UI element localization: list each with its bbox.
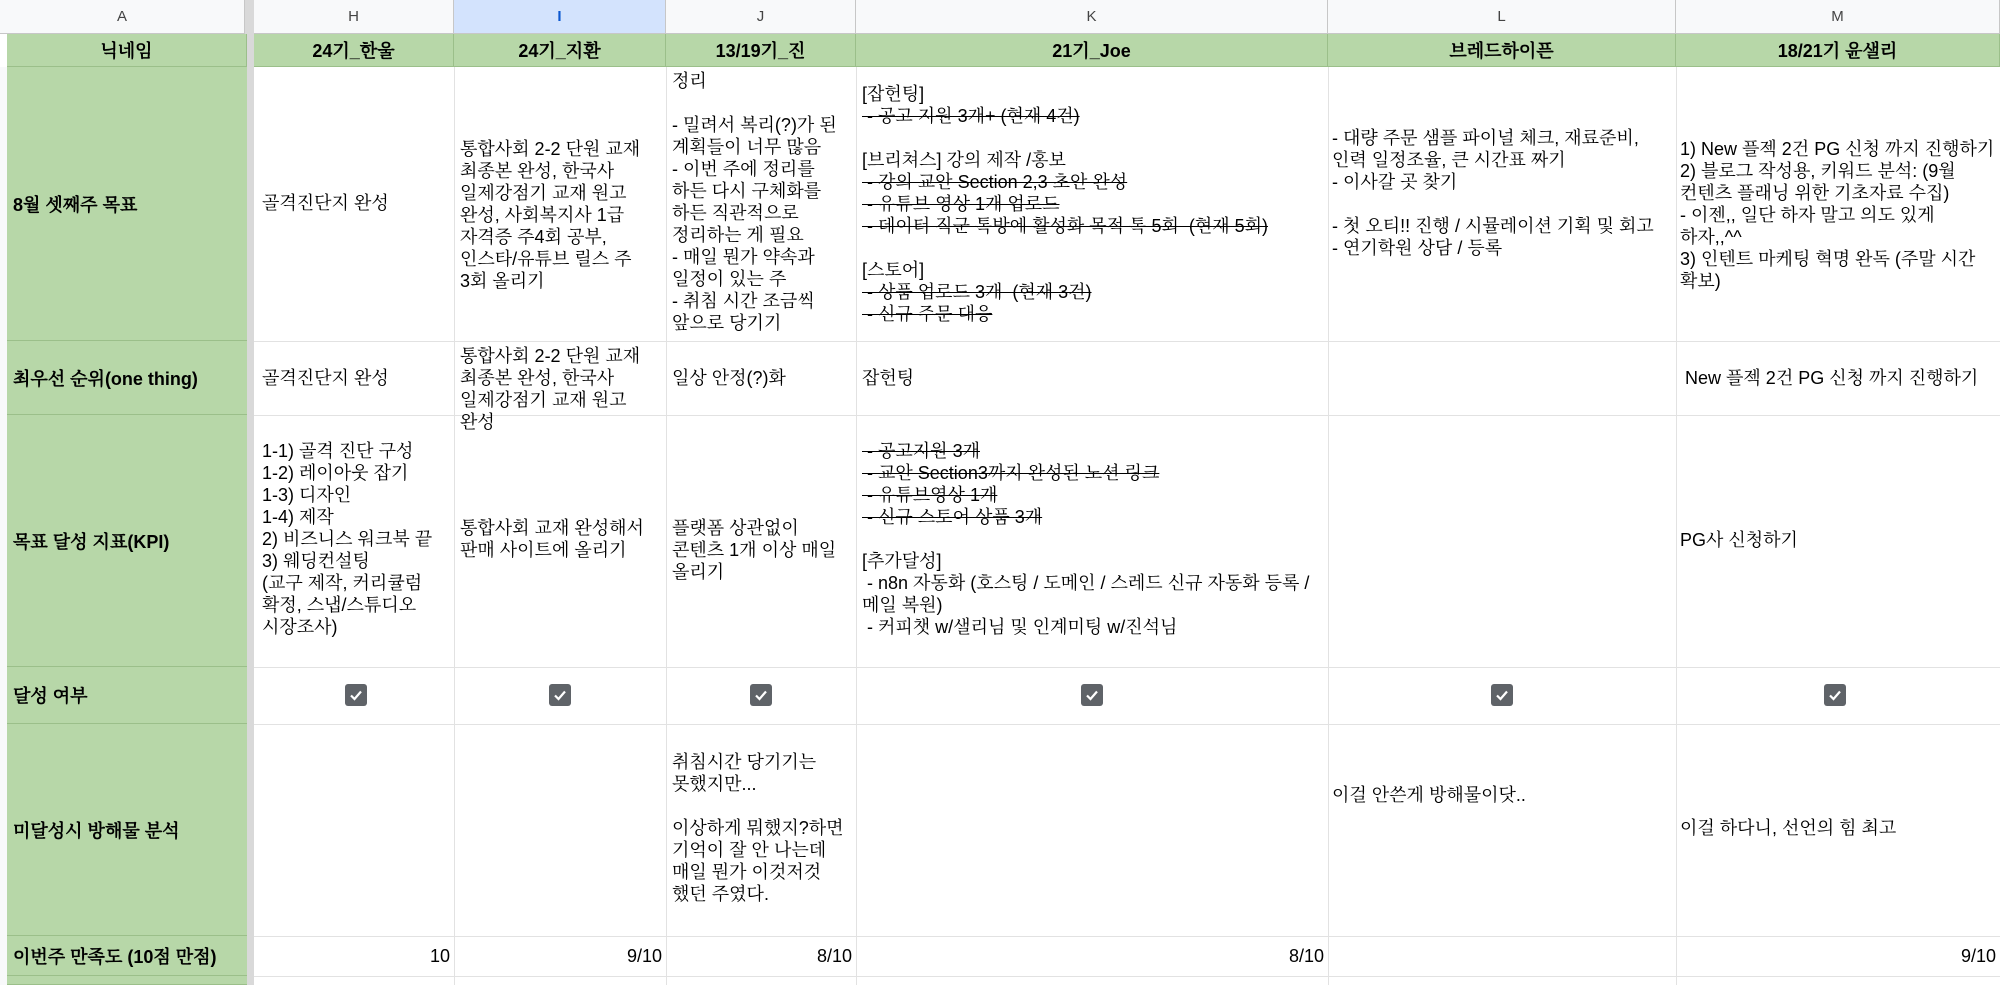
kpi-k-line: - 유튜브영상 1개 [862, 485, 998, 505]
header-cell-H[interactable] [254, 34, 454, 67]
col-header-M[interactable] [1676, 0, 2000, 34]
kpi-k-line: - 교안 Section3까지 완성된 노션 링크 [862, 463, 1160, 483]
goal-cell-I[interactable]: 통합사회 2-2 단원 교재 최종본 완성, 한국사 일제강점기 교재 원고 완성, 사회복지사 1급 자격증 주4회 공부, 인스타/유튜브 릴스 주 3회 올리기 [460, 139, 646, 291]
grid-line [454, 67, 455, 985]
col-header-I[interactable] [454, 0, 666, 34]
goal-k-line: - 데이터 직군 톡방에 활성화 목적 톡 5회 (현재 5회) [862, 216, 1269, 236]
header-cell-M[interactable] [1676, 34, 2000, 67]
kpi-k-line [862, 528, 1324, 550]
checked-checkbox-icon[interactable] [1824, 684, 1846, 706]
goal-cell-H[interactable]: 골격진단지 완성 [262, 193, 389, 213]
grid-line [254, 976, 2000, 977]
checked-checkbox-icon[interactable] [1491, 684, 1513, 706]
row-label-text: 달성 여부 [13, 686, 88, 706]
header-cell-K[interactable] [856, 34, 1328, 67]
row-label-achieved[interactable] [7, 667, 247, 724]
col-letter: J [756, 8, 765, 25]
checked-checkbox-icon[interactable] [345, 684, 367, 706]
header-cell-J[interactable] [666, 34, 856, 67]
header-cell-nickname[interactable] [7, 34, 247, 67]
kpi-k-line: [추가달성] [862, 551, 942, 571]
row-label-text: 이번주 만족도 (10점 만점) [13, 946, 217, 967]
row-label-obstacle[interactable] [7, 724, 247, 936]
priority-cell-I[interactable]: 통합사회 2-2 단원 교재 최종본 완성, 한국사 일제강점기 교재 원고 완성 [460, 346, 646, 432]
checked-checkbox-icon[interactable] [1081, 684, 1103, 706]
row-label-kpi[interactable] [7, 415, 247, 667]
goal-cell-J[interactable]: 정리 - 밀려서 복리(?)가 된 계획들이 너무 많음 - 이번 주에 정리를 하든 다시 구체화를 하든 직관적으로 정리하는 게 필요 - 매일 뭔가 약속과 일정이 있는 주 - 취침 시간 조금씩 앞으로 당기기 [672, 71, 837, 333]
col-header-K[interactable] [856, 0, 1328, 34]
priority-cell-H[interactable]: 골격진단지 완성 [262, 368, 389, 388]
goal-k-line: - 신규 주문 대응 [862, 304, 993, 324]
satisfaction-cell-H[interactable]: 10 [429, 946, 450, 966]
row-label-text: 미달성시 방해물 분석 [13, 820, 180, 841]
row-label-next[interactable] [7, 976, 247, 985]
priority-cell-M[interactable]: New 플젝 2건 PG 신청 까지 진행하기 [1680, 368, 1979, 388]
grid-line [856, 67, 857, 985]
row-label-satisfaction[interactable] [7, 936, 247, 976]
col-letter: I [557, 8, 562, 25]
row-label-priority[interactable] [7, 341, 247, 415]
grid-line [254, 724, 2000, 725]
header-cell-L[interactable] [1328, 34, 1676, 67]
header-label: 닉네임 [100, 41, 153, 61]
col-letter: A [116, 8, 127, 25]
priority-cell-K[interactable]: 잡헌팅 [862, 368, 915, 388]
obstacle-cell-J[interactable]: 취침시간 당기기는 못했지만... 이상하게 뭐했지?하면 기억이 잘 안 나는데 매일 뭔가 이것저것 했던 주였다. [672, 752, 844, 904]
kpi-cell-J[interactable]: 플랫폼 상관없이 콘텐츠 1개 이상 매일 올리기 [672, 518, 842, 582]
goal-cell-L[interactable]: - 대량 주문 샘플 파이널 체크, 재료준비, 인력 일정조율, 큰 시간표 짜기 - 이사갈 곳 찾기 - 첫 오티!! 진행 / 시뮬레이션 기획 및 회고 - 연기학원 상담 / 등록 [1332, 128, 1654, 258]
goal-k-line [862, 127, 1324, 149]
row-label-goal[interactable] [7, 67, 247, 341]
satisfaction-cell-I[interactable]: 9/10 [626, 946, 662, 966]
col-letter: M [1831, 8, 1844, 25]
kpi-cell-H[interactable]: 1-1) 골격 진단 구성 1-2) 레이아웃 잡기 1-3) 디자인 1-4) 제작 2) 비즈니스 워크북 끝 3) 웨딩컨설팅 (교구 제작, 커리큘럼 확정, 스냅/스튜디오 시장조사) [262, 441, 433, 637]
col-letter: H [348, 8, 359, 25]
obstacle-cell-L[interactable]: 이걸 안쓴게 방해물이닷.. [1332, 785, 1526, 805]
grid-line [254, 936, 2000, 937]
goal-k-line: [스토어] [862, 260, 925, 280]
goal-k-line: - 상품 업로드 3개 (현재 3건) [862, 282, 1092, 302]
col-header-L[interactable] [1328, 0, 1676, 34]
header-label: 13/19기_진 [715, 41, 806, 61]
row-label-text: 목표 달성 지표(KPI) [13, 531, 170, 552]
grid-line [1676, 67, 1677, 985]
col-header-A[interactable] [0, 0, 245, 34]
goal-k-line: - 공고 지원 3개+ (현재 4건) [862, 106, 1080, 126]
col-letter: K [1086, 8, 1097, 25]
grid-line [666, 67, 667, 985]
goal-k-line: - 유튜브 영상 1개 업로드 [862, 194, 1060, 214]
satisfaction-cell-M[interactable]: 9/10 [1960, 946, 1996, 966]
priority-cell-J[interactable]: 일상 안정(?)화 [672, 368, 786, 388]
col-header-J[interactable] [666, 0, 856, 34]
row-label-text: 최우선 순위(one thing) [13, 368, 198, 389]
satisfaction-cell-J[interactable]: 8/10 [816, 946, 852, 966]
kpi-cell-M[interactable]: PG사 신청하기 [1680, 530, 1798, 550]
header-label: 24기_지환 [518, 41, 601, 61]
header-label: 18/21기 윤샐리 [1777, 41, 1898, 61]
satisfaction-cell-K[interactable]: 8/10 [1288, 946, 1324, 966]
goal-k-line: - 강의 교안 Section 2,3 초안 완성 [862, 172, 1128, 192]
goal-k-line: [브리쳐스] 강의 제작 /홍보 [862, 150, 1066, 170]
grid-line [254, 341, 2000, 342]
obstacle-cell-M[interactable]: 이걸 하다니, 선언의 힘 최고 [1680, 818, 1897, 838]
kpi-k-line: - 커피챗 w/샐리님 및 인계미팅 w/진석님 [862, 617, 1178, 637]
col-letter: L [1497, 8, 1506, 25]
kpi-k-line: - 공고지원 3개 [862, 441, 980, 461]
header-label: 24기_한울 [312, 41, 395, 61]
kpi-cell-K[interactable] [862, 440, 1324, 638]
col-header-H[interactable] [254, 0, 454, 34]
grid-line [254, 667, 2000, 668]
checked-checkbox-icon[interactable] [750, 684, 772, 706]
kpi-cell-I[interactable]: 통합사회 교재 완성해서 판매 사이트에 올리기 [460, 518, 649, 560]
header-cell-I[interactable] [454, 34, 666, 67]
goal-cell-K[interactable] [862, 83, 1324, 325]
header-label: 브레드하이픈 [1449, 41, 1554, 61]
checked-checkbox-icon[interactable] [549, 684, 571, 706]
kpi-k-line: - 신규 스토어 상품 3개 [862, 507, 1043, 527]
goal-k-line [862, 237, 1324, 259]
header-label: 21기_Joe [1052, 41, 1131, 61]
goal-k-line: [잡헌팅] [862, 84, 925, 104]
row-label-text: 8월 셋째주 목표 [13, 194, 138, 215]
goal-cell-M[interactable]: 1) New 플젝 2건 PG 신청 까지 진행하기 2) 블로그 작성용, 키워드 분석: (9월 컨텐츠 플래닝 위한 기초자료 수집) - 이젠,, 일단 하자 말고 의도 있게 하자,,^^ 3) 인텐트 마케팅 혁명 완독 (주말 시간 확보) [1680, 139, 1995, 291]
kpi-k-line: - n8n 자동화 (호스팅 / 도메인 / 스레드 신규 자동화 등록 / 메일 복원) [862, 573, 1315, 615]
grid-line [1328, 67, 1329, 985]
